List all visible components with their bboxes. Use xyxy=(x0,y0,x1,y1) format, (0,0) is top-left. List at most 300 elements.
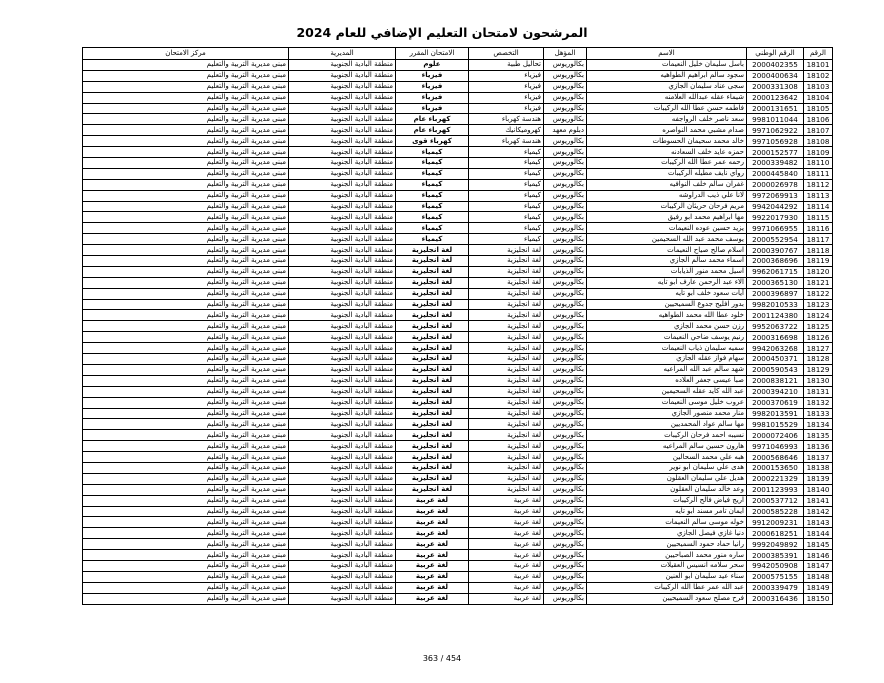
cell-name: بدور افليح جدوع السميحيين xyxy=(587,299,747,310)
cell-directorate: منطقة البادية الجنوبية xyxy=(289,245,396,256)
cell-name: مها سالم عواد المحمديين xyxy=(587,419,747,430)
cell-directorate: منطقة البادية الجنوبية xyxy=(289,212,396,223)
cell-center: مبنى مديرية التربية والتعليم xyxy=(83,125,289,136)
table-row xyxy=(83,299,833,310)
cell-center: مبنى مديرية التربية والتعليم xyxy=(83,103,289,114)
cell-name: سميه سليمان ذياب النعيمات xyxy=(587,343,747,354)
cell-serial: 18122 xyxy=(804,288,833,299)
cell-qualification: بكالوريوس xyxy=(544,321,587,332)
cell-qualification: بكالوريوس xyxy=(544,332,587,343)
cell-qualification: بكالوريوس xyxy=(544,375,587,386)
cell-exam: لغة انجليزية xyxy=(396,332,469,343)
cell-exam: كيمياء xyxy=(396,147,469,158)
cell-center: مبنى مديرية التربية والتعليم xyxy=(83,92,289,103)
cell-specialization: لغة انجليزية xyxy=(469,419,544,430)
cell-exam: كيمياء xyxy=(396,234,469,245)
cell-center: مبنى مديرية التربية والتعليم xyxy=(83,462,289,473)
cell-specialization: لغة عربية xyxy=(469,506,544,517)
cell-center: مبنى مديرية التربية والتعليم xyxy=(83,386,289,397)
table-row xyxy=(83,354,833,365)
table-row xyxy=(83,593,833,604)
cell-specialization: لغة عربية xyxy=(469,528,544,539)
cell-serial: 18115 xyxy=(804,212,833,223)
cell-serial: 18120 xyxy=(804,266,833,277)
table-row xyxy=(83,506,833,517)
cell-national-id: 9971046993 xyxy=(747,441,804,452)
cell-serial: 18103 xyxy=(804,81,833,92)
cell-exam: كهرباء عام xyxy=(396,114,469,125)
cell-exam: لغة انجليزية xyxy=(396,288,469,299)
cell-name: رزن حسن محمد الجازي xyxy=(587,321,747,332)
cell-directorate: منطقة البادية الجنوبية xyxy=(289,299,396,310)
cell-specialization: كهروميكانيك xyxy=(469,125,544,136)
cell-specialization: لغة انجليزية xyxy=(469,299,544,310)
cell-exam: فيزياء xyxy=(396,70,469,81)
cell-center: مبنى مديرية التربية والتعليم xyxy=(83,332,289,343)
cell-center: مبنى مديرية التربية والتعليم xyxy=(83,452,289,463)
cell-exam: لغة انجليزية xyxy=(396,299,469,310)
cell-national-id: 2000575155 xyxy=(747,571,804,582)
cell-directorate: منطقة البادية الجنوبية xyxy=(289,441,396,452)
cell-national-id: 2000618251 xyxy=(747,528,804,539)
table-row xyxy=(83,81,833,92)
cell-national-id: 2000339479 xyxy=(747,582,804,593)
cell-serial: 18141 xyxy=(804,495,833,506)
cell-specialization: لغة عربية xyxy=(469,495,544,506)
cell-center: مبنى مديرية التربية والتعليم xyxy=(83,408,289,419)
cell-national-id: 2000552954 xyxy=(747,234,804,245)
cell-specialization: فيزياء xyxy=(469,103,544,114)
cell-exam: لغة عربية xyxy=(396,560,469,571)
cell-directorate: منطقة البادية الجنوبية xyxy=(289,593,396,604)
cell-directorate: منطقة البادية الجنوبية xyxy=(289,462,396,473)
cell-name: فرح مصلح سعود السميحيين xyxy=(587,593,747,604)
cell-name: مريم فرحان حريثان الركيبات xyxy=(587,201,747,212)
cell-center: مبنى مديرية التربية والتعليم xyxy=(83,223,289,234)
cell-national-id: 2000394210 xyxy=(747,386,804,397)
cell-serial: 18123 xyxy=(804,299,833,310)
cell-specialization: هندسة كهرباء xyxy=(469,114,544,125)
cell-serial: 18101 xyxy=(804,60,833,71)
cell-serial: 18136 xyxy=(804,441,833,452)
cell-specialization: لغة انجليزية xyxy=(469,277,544,288)
cell-serial: 18118 xyxy=(804,245,833,256)
cell-exam: لغة انجليزية xyxy=(396,452,469,463)
cell-directorate: منطقة البادية الجنوبية xyxy=(289,539,396,550)
cell-exam: لغة عربية xyxy=(396,506,469,517)
cell-directorate: منطقة البادية الجنوبية xyxy=(289,190,396,201)
cell-name: آيات سعود خلف ابو تايه xyxy=(587,288,747,299)
cell-directorate: منطقة البادية الجنوبية xyxy=(289,223,396,234)
cell-directorate: منطقة البادية الجنوبية xyxy=(289,484,396,495)
table-row xyxy=(83,397,833,408)
cell-qualification: بكالوريوس xyxy=(544,506,587,517)
cell-directorate: منطقة البادية الجنوبية xyxy=(289,517,396,528)
cell-directorate: منطقة البادية الجنوبية xyxy=(289,375,396,386)
cell-directorate: منطقة البادية الجنوبية xyxy=(289,550,396,561)
cell-qualification: بكالوريوس xyxy=(544,136,587,147)
header-directorate: المديرية xyxy=(289,48,396,60)
cell-specialization: لغة عربية xyxy=(469,539,544,550)
cell-national-id: 2000402355 xyxy=(747,60,804,71)
cell-qualification: بكالوريوس xyxy=(544,168,587,179)
cell-directorate: منطقة البادية الجنوبية xyxy=(289,125,396,136)
cell-specialization: هندسة كهرباء xyxy=(469,136,544,147)
cell-serial: 18129 xyxy=(804,364,833,375)
table-row xyxy=(83,419,833,430)
cell-directorate: منطقة البادية الجنوبية xyxy=(289,310,396,321)
cell-serial: 18105 xyxy=(804,103,833,114)
cell-national-id: 9912009231 xyxy=(747,517,804,528)
cell-national-id: 9922017930 xyxy=(747,212,804,223)
table-row xyxy=(83,571,833,582)
cell-center: مبنى مديرية التربية والتعليم xyxy=(83,473,289,484)
cell-national-id: 2000026978 xyxy=(747,179,804,190)
cell-exam: لغة عربية xyxy=(396,582,469,593)
cell-name: لانا علي ذيب الدراوشه xyxy=(587,190,747,201)
cell-directorate: منطقة البادية الجنوبية xyxy=(289,506,396,517)
header-specialization: التخصص xyxy=(469,48,544,60)
cell-exam: لغة انجليزية xyxy=(396,310,469,321)
cell-center: مبنى مديرية التربية والتعليم xyxy=(83,593,289,604)
cell-directorate: منطقة البادية الجنوبية xyxy=(289,528,396,539)
header-qualification: المؤهل xyxy=(544,48,587,60)
cell-national-id: 2000365130 xyxy=(747,277,804,288)
cell-exam: فيزياء xyxy=(396,92,469,103)
cell-serial: 18114 xyxy=(804,201,833,212)
cell-directorate: منطقة البادية الجنوبية xyxy=(289,234,396,245)
cell-serial: 18102 xyxy=(804,70,833,81)
table-row xyxy=(83,92,833,103)
cell-qualification: بكالوريوس xyxy=(544,277,587,288)
cell-exam: فيزياء xyxy=(396,103,469,114)
cell-national-id: 2000445840 xyxy=(747,168,804,179)
cell-national-id: 2000390767 xyxy=(747,245,804,256)
cell-specialization: لغة انجليزية xyxy=(469,430,544,441)
cell-national-id: 2000123642 xyxy=(747,92,804,103)
cell-center: مبنى مديرية التربية والتعليم xyxy=(83,136,289,147)
cell-national-id: 2000368696 xyxy=(747,256,804,267)
cell-national-id: 2000385391 xyxy=(747,550,804,561)
cell-serial: 18146 xyxy=(804,550,833,561)
cell-serial: 18147 xyxy=(804,560,833,571)
cell-serial: 18138 xyxy=(804,462,833,473)
cell-specialization: لغة انجليزية xyxy=(469,343,544,354)
cell-national-id: 2000838121 xyxy=(747,375,804,386)
cell-national-id: 9982013591 xyxy=(747,408,804,419)
cell-exam: لغة انجليزية xyxy=(396,266,469,277)
table-row xyxy=(83,364,833,375)
cell-center: مبنى مديرية التربية والتعليم xyxy=(83,299,289,310)
cell-exam: لغة انجليزية xyxy=(396,321,469,332)
cell-directorate: منطقة البادية الجنوبية xyxy=(289,81,396,92)
cell-exam: لغة عربية xyxy=(396,495,469,506)
cell-national-id: 2001124380 xyxy=(747,310,804,321)
table-row xyxy=(83,245,833,256)
cell-specialization: لغة عربية xyxy=(469,571,544,582)
cell-national-id: 9982010533 xyxy=(747,299,804,310)
cell-directorate: منطقة البادية الجنوبية xyxy=(289,158,396,169)
cell-exam: كيمياء xyxy=(396,168,469,179)
cell-serial: 18134 xyxy=(804,419,833,430)
cell-directorate: منطقة البادية الجنوبية xyxy=(289,364,396,375)
cell-directorate: منطقة البادية الجنوبية xyxy=(289,168,396,179)
table-row xyxy=(83,473,833,484)
table-row xyxy=(83,441,833,452)
cell-directorate: منطقة البادية الجنوبية xyxy=(289,266,396,277)
cell-qualification: بكالوريوس xyxy=(544,517,587,528)
table-row xyxy=(83,528,833,539)
header-serial: الرقم xyxy=(804,48,833,60)
cell-directorate: منطقة البادية الجنوبية xyxy=(289,92,396,103)
cell-name: دنيا غازي فيصل الجازي xyxy=(587,528,747,539)
cell-center: مبنى مديرية التربية والتعليم xyxy=(83,539,289,550)
cell-serial: 18143 xyxy=(804,517,833,528)
cell-national-id: 9942044292 xyxy=(747,201,804,212)
table-row xyxy=(83,256,833,267)
cell-directorate: منطقة البادية الجنوبية xyxy=(289,60,396,71)
cell-national-id: 2000221329 xyxy=(747,473,804,484)
cell-exam: لغة انجليزية xyxy=(396,430,469,441)
cell-national-id: 2001123993 xyxy=(747,484,804,495)
cell-directorate: منطقة البادية الجنوبية xyxy=(289,136,396,147)
cell-specialization: لغة انجليزية xyxy=(469,452,544,463)
table-row xyxy=(83,462,833,473)
cell-directorate: منطقة البادية الجنوبية xyxy=(289,332,396,343)
cell-center: مبنى مديرية التربية والتعليم xyxy=(83,375,289,386)
cell-qualification: بكالوريوس xyxy=(544,92,587,103)
cell-serial: 18106 xyxy=(804,114,833,125)
cell-name: مها ابراهيم محمد ابو رفيق xyxy=(587,212,747,223)
cell-specialization: لغة انجليزية xyxy=(469,245,544,256)
cell-specialization: لغة عربية xyxy=(469,517,544,528)
cell-qualification: بكالوريوس xyxy=(544,212,587,223)
cell-exam: لغة انجليزية xyxy=(396,397,469,408)
cell-serial: 18125 xyxy=(804,321,833,332)
cell-exam: فيزياء xyxy=(396,81,469,92)
cell-name: هبه علي محمد السحالين xyxy=(587,452,747,463)
cell-specialization: لغة انجليزية xyxy=(469,408,544,419)
cell-exam: لغة انجليزية xyxy=(396,256,469,267)
cell-specialization: فيزياء xyxy=(469,92,544,103)
cell-name: سجود سالم ابراهيم الطواهيه xyxy=(587,70,747,81)
cell-specialization: فيزياء xyxy=(469,81,544,92)
cell-name: باسل سليمان خليل النعيمات xyxy=(587,60,747,71)
table-row xyxy=(83,103,833,114)
cell-national-id: 2000450371 xyxy=(747,354,804,365)
cell-qualification: بكالوريوس xyxy=(544,256,587,267)
cell-serial: 18140 xyxy=(804,484,833,495)
cell-directorate: منطقة البادية الجنوبية xyxy=(289,473,396,484)
cell-specialization: تحاليل طبية xyxy=(469,60,544,71)
cell-exam: لغة انجليزية xyxy=(396,343,469,354)
cell-serial: 18121 xyxy=(804,277,833,288)
cell-exam: لغة عربية xyxy=(396,593,469,604)
cell-center: مبنى مديرية التربية والتعليم xyxy=(83,354,289,365)
cell-directorate: منطقة البادية الجنوبية xyxy=(289,408,396,419)
cell-name: رانيا حماد حمود السميحيين xyxy=(587,539,747,550)
cell-qualification: بكالوريوس xyxy=(544,81,587,92)
table-row xyxy=(83,277,833,288)
cell-center: مبنى مديرية التربية والتعليم xyxy=(83,245,289,256)
table-row xyxy=(83,452,833,463)
cell-name: رنيم يوسف ضاحي النعيمات xyxy=(587,332,747,343)
cell-qualification: بكالوريوس xyxy=(544,70,587,81)
cell-name: شهد سالم عبد الله المراعيه xyxy=(587,364,747,375)
cell-exam: كهرباء عام xyxy=(396,125,469,136)
cell-qualification: بكالوريوس xyxy=(544,441,587,452)
cell-directorate: منطقة البادية الجنوبية xyxy=(289,495,396,506)
cell-exam: لغة انجليزية xyxy=(396,473,469,484)
table-row xyxy=(83,539,833,550)
cell-center: مبنى مديرية التربية والتعليم xyxy=(83,430,289,441)
cell-exam: لغة انجليزية xyxy=(396,408,469,419)
cell-national-id: 9972069913 xyxy=(747,190,804,201)
cell-national-id: 2000585228 xyxy=(747,506,804,517)
cell-national-id: 9962061715 xyxy=(747,266,804,277)
table-row xyxy=(83,375,833,386)
table-row xyxy=(83,168,833,179)
cell-name: غفران سالم خلف النوافيه xyxy=(587,179,747,190)
cell-qualification: بكالوريوس xyxy=(544,495,587,506)
cell-qualification: بكالوريوس xyxy=(544,484,587,495)
cell-qualification: بكالوريوس xyxy=(544,223,587,234)
cell-directorate: منطقة البادية الجنوبية xyxy=(289,179,396,190)
cell-national-id: 9971056928 xyxy=(747,136,804,147)
cell-qualification: بكالوريوس xyxy=(544,201,587,212)
cell-center: مبنى مديرية التربية والتعليم xyxy=(83,560,289,571)
cell-center: مبنى مديرية التربية والتعليم xyxy=(83,343,289,354)
table-row xyxy=(83,408,833,419)
header-center: مركز الامتحان xyxy=(83,48,289,60)
cell-exam: لغة انجليزية xyxy=(396,277,469,288)
cell-directorate: منطقة البادية الجنوبية xyxy=(289,452,396,463)
cell-center: مبنى مديرية التربية والتعليم xyxy=(83,582,289,593)
cell-qualification: بكالوريوس xyxy=(544,364,587,375)
cell-qualification: بكالوريوس xyxy=(544,299,587,310)
cell-serial: 18116 xyxy=(804,223,833,234)
cell-name: نسيبه احمد فرحان الركيبات xyxy=(587,430,747,441)
cell-qualification: بكالوريوس xyxy=(544,397,587,408)
cell-qualification: بكالوريوس xyxy=(544,571,587,582)
table-row xyxy=(83,517,833,528)
cell-serial: 18131 xyxy=(804,386,833,397)
cell-national-id: 2000331308 xyxy=(747,81,804,92)
cell-specialization: كيمياء xyxy=(469,168,544,179)
header-name: الاسم xyxy=(587,48,747,60)
cell-name: منار محمد منصور الجازي xyxy=(587,408,747,419)
cell-center: مبنى مديرية التربية والتعليم xyxy=(83,310,289,321)
cell-exam: لغة عربية xyxy=(396,539,469,550)
cell-qualification: بكالوريوس xyxy=(544,462,587,473)
cell-qualification: بكالوريوس xyxy=(544,354,587,365)
cell-specialization: كيمياء xyxy=(469,201,544,212)
cell-center: مبنى مديرية التربية والتعليم xyxy=(83,70,289,81)
table-row xyxy=(83,332,833,343)
cell-directorate: منطقة البادية الجنوبية xyxy=(289,582,396,593)
cell-directorate: منطقة البادية الجنوبية xyxy=(289,560,396,571)
cell-exam: لغة انجليزية xyxy=(396,354,469,365)
cell-serial: 18113 xyxy=(804,190,833,201)
table-row xyxy=(83,190,833,201)
cell-name: هديل علي سليمان العقلون xyxy=(587,473,747,484)
cell-exam: كيمياء xyxy=(396,201,469,212)
cell-serial: 18130 xyxy=(804,375,833,386)
cell-qualification: بكالوريوس xyxy=(544,593,587,604)
cell-center: مبنى مديرية التربية والتعليم xyxy=(83,201,289,212)
cell-center: مبنى مديرية التربية والتعليم xyxy=(83,397,289,408)
cell-specialization: كيمياء xyxy=(469,190,544,201)
cell-national-id: 9971066955 xyxy=(747,223,804,234)
cell-serial: 18112 xyxy=(804,179,833,190)
cell-qualification: بكالوريوس xyxy=(544,190,587,201)
cell-center: مبنى مديرية التربية والتعليم xyxy=(83,419,289,430)
cell-qualification: بكالوريوس xyxy=(544,179,587,190)
cell-specialization: لغة انجليزية xyxy=(469,386,544,397)
cell-center: مبنى مديرية التربية والتعليم xyxy=(83,571,289,582)
cell-exam: لغة انجليزية xyxy=(396,441,469,452)
table-row xyxy=(83,158,833,169)
cell-specialization: لغة عربية xyxy=(469,582,544,593)
cell-exam: لغة عربية xyxy=(396,550,469,561)
cell-national-id: 9981011044 xyxy=(747,114,804,125)
cell-qualification: بكالوريوس xyxy=(544,114,587,125)
cell-name: اسلام صالح صياح النعيمات xyxy=(587,245,747,256)
cell-serial: 18144 xyxy=(804,528,833,539)
cell-center: مبنى مديرية التربية والتعليم xyxy=(83,60,289,71)
cell-name: وعد خالد سليمان العقلون xyxy=(587,484,747,495)
cell-exam: كيمياء xyxy=(396,190,469,201)
cell-national-id: 9942063268 xyxy=(747,343,804,354)
table-row xyxy=(83,223,833,234)
cell-serial: 18107 xyxy=(804,125,833,136)
cell-serial: 18150 xyxy=(804,593,833,604)
cell-qualification: دبلوم معهد xyxy=(544,125,587,136)
cell-center: مبنى مديرية التربية والتعليم xyxy=(83,484,289,495)
cell-national-id: 2000072406 xyxy=(747,430,804,441)
table-row xyxy=(83,310,833,321)
cell-center: مبنى مديرية التربية والتعليم xyxy=(83,266,289,277)
cell-serial: 18145 xyxy=(804,539,833,550)
cell-qualification: بكالوريوس xyxy=(544,528,587,539)
cell-name: فاطمه حسن عطا الله الركيبات xyxy=(587,103,747,114)
cell-name: اسماء محمد سالم الجازي xyxy=(587,256,747,267)
cell-serial: 18149 xyxy=(804,582,833,593)
cell-name: الاء عبد الرحمن عارف ابو تايه xyxy=(587,277,747,288)
cell-qualification: بكالوريوس xyxy=(544,343,587,354)
cell-specialization: كيمياء xyxy=(469,179,544,190)
cell-exam: لغة عربية xyxy=(396,517,469,528)
table-row xyxy=(83,136,833,147)
cell-name: اسيل محمد منور الذيابات xyxy=(587,266,747,277)
cell-national-id: 2000152577 xyxy=(747,147,804,158)
cell-exam: لغة انجليزية xyxy=(396,484,469,495)
cell-qualification: بكالوريوس xyxy=(544,582,587,593)
cell-serial: 18137 xyxy=(804,452,833,463)
cell-name: يوسف محمد عبد الله السحيمين xyxy=(587,234,747,245)
table-row xyxy=(83,125,833,136)
cell-directorate: منطقة البادية الجنوبية xyxy=(289,321,396,332)
table-row xyxy=(83,288,833,299)
cell-exam: لغة انجليزية xyxy=(396,375,469,386)
cell-serial: 18148 xyxy=(804,571,833,582)
cell-national-id: 2000316698 xyxy=(747,332,804,343)
table-row xyxy=(83,343,833,354)
cell-name: ايمان تامر مسند ابو تايه xyxy=(587,506,747,517)
cell-specialization: كيمياء xyxy=(469,147,544,158)
cell-name: حمزه عايد خلف السعادنه xyxy=(587,147,747,158)
cell-specialization: لغة انجليزية xyxy=(469,364,544,375)
